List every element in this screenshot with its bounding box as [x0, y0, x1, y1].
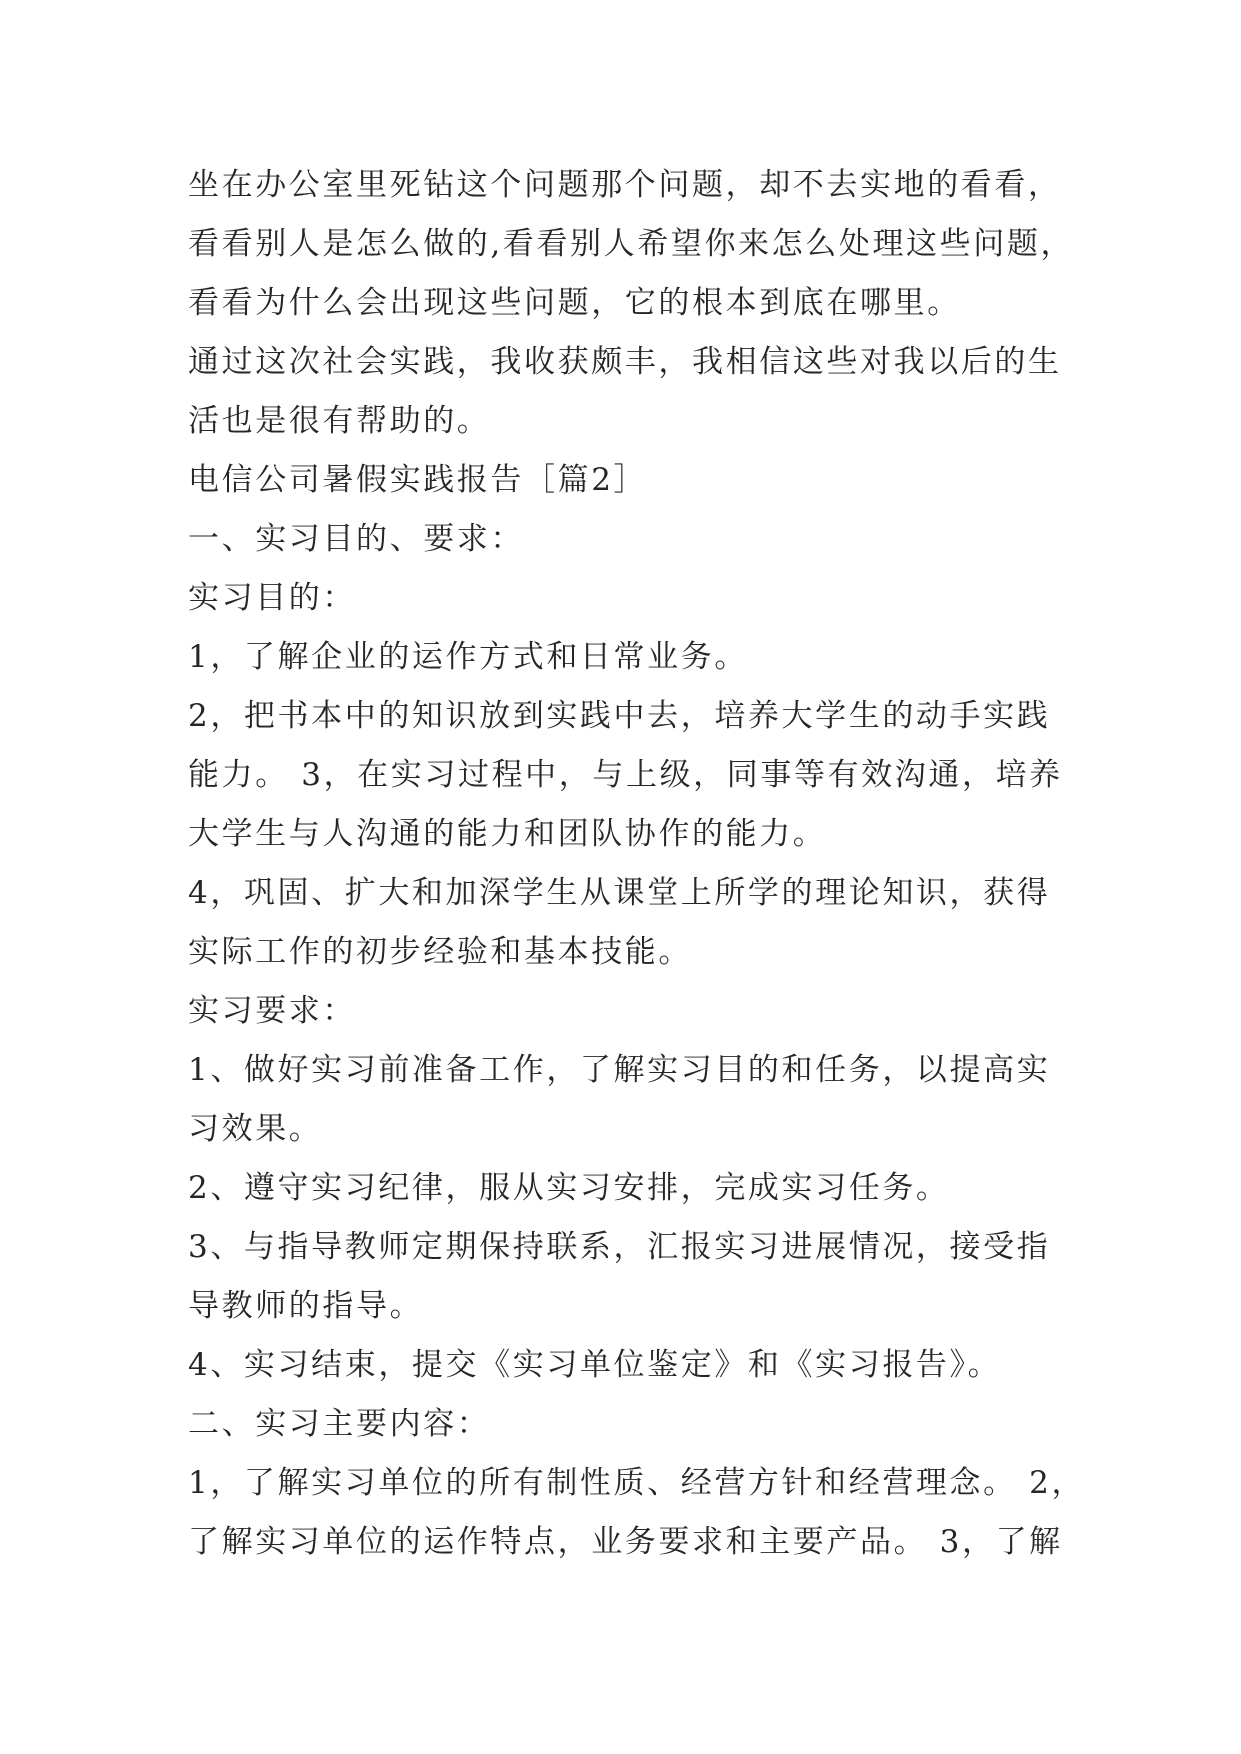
list-item: 大学生与人沟通的能力和团队协作的能力。 — [188, 816, 827, 852]
list-item: 能力。 3，在实习过程中，与上级，同事等有效沟通，培养 — [188, 757, 1063, 793]
section-heading: 二、实习主要内容： — [188, 1406, 491, 1442]
list-item: 了解实习单位的运作特点，业务要求和主要产品。 3，了解 — [188, 1524, 1063, 1560]
list-item: 1，了解实习单位的所有制性质、经营方针和经营理念。 2， — [188, 1465, 1086, 1501]
list-item: 1，了解企业的运作方式和日常业务。 — [188, 639, 748, 675]
list-item: 3、与指导教师定期保持联系，汇报实习进展情况，接受指 — [188, 1229, 1051, 1265]
list-item: 2，把书本中的知识放到实践中去，培养大学生的动手实践 — [188, 698, 1051, 734]
list-item: 4、实习结束，提交《实习单位鉴定》和《实习报告》。 — [188, 1347, 1002, 1383]
subsection-heading: 实习要求： — [188, 993, 356, 1029]
list-item: 2、遵守实习纪律，服从实习安排，完成实习任务。 — [188, 1170, 950, 1206]
text-line: 活也是很有帮助的。 — [188, 403, 491, 439]
list-item: 1、做好实习前准备工作，了解实习目的和任务，以提高实 — [188, 1052, 1051, 1088]
list-item: 习效果。 — [188, 1111, 323, 1147]
subsection-heading: 实习目的： — [188, 580, 356, 616]
text-line: 坐在办公室里死钻这个问题那个问题，却不去实地的看看， — [188, 167, 1062, 203]
section-heading: 一、实习目的、要求： — [188, 521, 524, 557]
text-line: 看看别人是怎么做的,看看别人希望你来怎么处理这些问题， — [188, 226, 1075, 262]
text-line: 看看为什么会出现这些问题，它的根本到底在哪里。 — [188, 285, 961, 321]
section-heading: 电信公司暑假实践报告［篇2］ — [188, 462, 648, 498]
document-body — [188, 156, 1088, 1572]
list-item: 4，巩固、扩大和加深学生从课堂上所学的理论知识，获得 — [188, 875, 1051, 911]
text-line: 通过这次社会实践，我收获颇丰，我相信这些对我以后的生 — [188, 344, 1062, 380]
list-item: 导教师的指导。 — [188, 1288, 424, 1324]
list-item: 实际工作的初步经验和基本技能。 — [188, 934, 692, 970]
